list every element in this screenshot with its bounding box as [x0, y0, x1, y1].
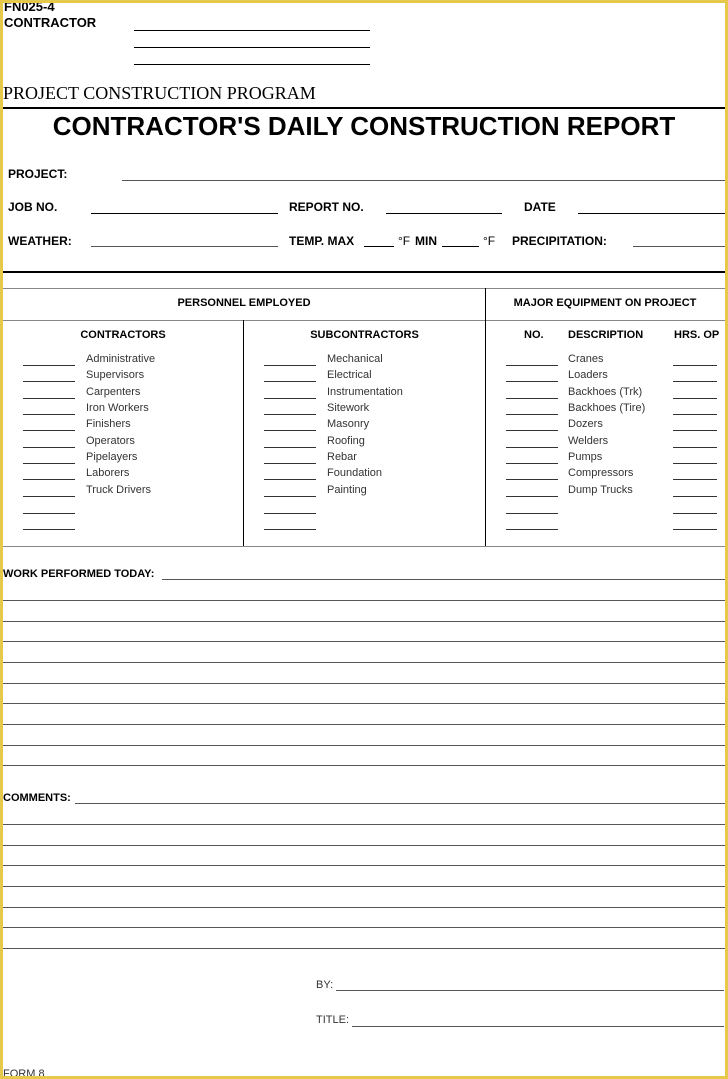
equipment-item: Dozers: [568, 418, 603, 430]
by-label: BY:: [316, 979, 334, 991]
fields-bottom-rule: [3, 271, 725, 273]
precipitation-label: PRECIPITATION:: [512, 234, 607, 248]
equipment-heading: MAJOR EQUIPMENT ON PROJECT: [513, 297, 697, 309]
equipment-no-field[interactable]: [506, 529, 558, 530]
contractor-item: Iron Workers: [86, 402, 149, 414]
contractor-count-field[interactable]: [23, 513, 75, 514]
project-label: PROJECT:: [8, 167, 68, 181]
contractor-count-field[interactable]: [23, 479, 75, 480]
subcontractor-item: Instrumentation: [327, 386, 403, 398]
equipment-hrs-field[interactable]: [673, 365, 717, 366]
contractor-count-field[interactable]: [23, 496, 75, 497]
program-heading: PROJECT CONSTRUCTION PROGRAM: [3, 83, 316, 103]
table-header-rule: [3, 320, 725, 321]
subcontractor-count-field[interactable]: [264, 479, 316, 480]
subcontractor-count-field[interactable]: [264, 447, 316, 448]
subcontractors-heading: SUBCONTRACTORS: [310, 329, 419, 341]
subcontractor-item: Mechanical: [327, 353, 383, 365]
subcontractor-count-field[interactable]: [264, 513, 316, 514]
comment-line[interactable]: [3, 845, 725, 846]
equipment-hrs-field[interactable]: [673, 496, 717, 497]
equipment-no-field[interactable]: [506, 430, 558, 431]
equipment-no-field[interactable]: [506, 398, 558, 399]
personnel-heading: PERSONNEL EMPLOYED: [177, 297, 311, 309]
equip-hrs-heading: HRS. OP: [674, 329, 720, 341]
equipment-hrs-field[interactable]: [673, 513, 717, 514]
contractor-count-field[interactable]: [23, 447, 75, 448]
title-top-rule: [3, 107, 725, 109]
subcontractor-item: Masonry: [327, 418, 370, 430]
table-top-rule: [3, 288, 725, 289]
subcontractor-count-field[interactable]: [264, 430, 316, 431]
contractor-count-field[interactable]: [23, 430, 75, 431]
equipment-divider: [485, 288, 486, 546]
equipment-item: Loaders: [568, 369, 608, 381]
equipment-hrs-field[interactable]: [673, 381, 717, 382]
contractor-line-1[interactable]: [134, 30, 370, 31]
date-label: DATE: [524, 200, 556, 214]
contractor-count-field[interactable]: [23, 529, 75, 530]
contractor-item: Carpenters: [86, 386, 141, 398]
contractor-item: Administrative: [86, 353, 156, 365]
equipment-hrs-field[interactable]: [673, 463, 717, 464]
equipment-item: Compressors: [568, 467, 634, 479]
equipment-hrs-field[interactable]: [673, 414, 717, 415]
equipment-no-field[interactable]: [506, 365, 558, 366]
equipment-item: Backhoes (Tire): [568, 402, 646, 414]
contractor-item: Laborers: [86, 467, 130, 479]
work-performed-label: WORK PERFORMED TODAY:: [3, 568, 155, 580]
comment-line[interactable]: [3, 824, 725, 825]
comment-line[interactable]: [3, 927, 725, 928]
subcontractor-item: Foundation: [327, 467, 383, 479]
subcontractor-item: Roofing: [327, 435, 365, 447]
contractor-count-field[interactable]: [23, 381, 75, 382]
equipment-hrs-field[interactable]: [673, 529, 717, 530]
weather-label: WEATHER:: [8, 234, 72, 248]
report-no-label: REPORT NO.: [289, 200, 364, 214]
subcontractor-item: Rebar: [327, 451, 357, 463]
contractor-count-field[interactable]: [23, 414, 75, 415]
equipment-hrs-field[interactable]: [673, 479, 717, 480]
equipment-item: Cranes: [568, 353, 604, 365]
comment-line[interactable]: [3, 865, 725, 866]
work-line[interactable]: [3, 765, 725, 766]
weather-field[interactable]: [91, 246, 278, 247]
by-field[interactable]: [336, 990, 724, 991]
sub-divider: [243, 320, 244, 546]
equipment-hrs-field[interactable]: [673, 398, 717, 399]
date-field[interactable]: [578, 213, 725, 214]
equip-description-heading: DESCRIPTION: [568, 329, 644, 341]
subcontractor-item: Sitework: [327, 402, 370, 414]
job-no-field[interactable]: [91, 213, 278, 214]
form-number: FORM 8: [3, 1068, 45, 1079]
contractor-count-field[interactable]: [23, 398, 75, 399]
work-line[interactable]: [162, 579, 725, 580]
comment-line[interactable]: [75, 803, 725, 804]
equip-no-heading: NO.: [524, 329, 544, 341]
table-bottom-rule: [3, 546, 725, 547]
subcontractor-count-field[interactable]: [264, 365, 316, 366]
report-no-field[interactable]: [386, 213, 502, 214]
work-line[interactable]: [3, 600, 725, 601]
temp-min-field[interactable]: [442, 246, 479, 247]
equipment-no-field[interactable]: [506, 463, 558, 464]
work-line[interactable]: [3, 641, 725, 642]
subcontractor-count-field[interactable]: [264, 496, 316, 497]
equipment-no-field[interactable]: [506, 414, 558, 415]
job-no-label: JOB NO.: [8, 200, 58, 214]
comment-line[interactable]: [3, 907, 725, 908]
subcontractor-item: Electrical: [327, 369, 372, 381]
work-line[interactable]: [3, 683, 725, 684]
comments-label: COMMENTS:: [3, 792, 71, 804]
equipment-no-field[interactable]: [506, 496, 558, 497]
contractor-item: Supervisors: [86, 369, 145, 381]
contractor-count-field[interactable]: [23, 365, 75, 366]
contractor-item: Operators: [86, 435, 135, 447]
equipment-hrs-field[interactable]: [673, 430, 717, 431]
deg-f-label-1: °F: [398, 234, 411, 248]
contractor-line-2[interactable]: [134, 47, 370, 48]
equipment-item: Backhoes (Trk): [568, 386, 643, 398]
temp-min-label: MIN: [415, 234, 437, 248]
work-line[interactable]: [3, 745, 725, 746]
comment-line[interactable]: [3, 948, 725, 949]
contractor-count-field[interactable]: [23, 463, 75, 464]
form-code: FN025-4: [4, 0, 55, 14]
equipment-item: Pumps: [568, 451, 603, 463]
equipment-no-field[interactable]: [506, 513, 558, 514]
work-line[interactable]: [3, 724, 725, 725]
project-field[interactable]: [122, 180, 725, 181]
subcontractor-count-field[interactable]: [264, 381, 316, 382]
work-line[interactable]: [3, 703, 725, 704]
subcontractor-item: Painting: [327, 484, 367, 496]
comment-line[interactable]: [3, 886, 725, 887]
title-field[interactable]: [352, 1026, 724, 1027]
temp-max-label: TEMP. MAX: [289, 234, 355, 248]
equipment-item: Welders: [568, 435, 609, 447]
contractor-item: Pipelayers: [86, 451, 138, 463]
contractor-label: CONTRACTOR: [4, 15, 97, 30]
contractor-line-3[interactable]: [134, 64, 370, 65]
subcontractor-count-field[interactable]: [264, 463, 316, 464]
subcontractor-count-field[interactable]: [264, 414, 316, 415]
contractor-item: Finishers: [86, 418, 131, 430]
equipment-no-field[interactable]: [506, 447, 558, 448]
report-title: CONTRACTOR'S DAILY CONSTRUCTION REPORT: [52, 111, 676, 141]
equipment-no-field[interactable]: [506, 381, 558, 382]
equipment-hrs-field[interactable]: [673, 447, 717, 448]
contractors-heading: CONTRACTORS: [80, 329, 166, 341]
subcontractor-count-field[interactable]: [264, 398, 316, 399]
temp-max-field[interactable]: [364, 246, 394, 247]
deg-f-label-2: °F: [483, 234, 496, 248]
subcontractor-count-field[interactable]: [264, 529, 316, 530]
work-line[interactable]: [3, 621, 725, 622]
title-label: TITLE:: [316, 1014, 350, 1026]
contractor-item: Truck Drivers: [86, 484, 151, 496]
precipitation-field[interactable]: [633, 246, 725, 247]
equipment-item: Dump Trucks: [568, 484, 633, 496]
work-line[interactable]: [3, 662, 725, 663]
equipment-no-field[interactable]: [506, 479, 558, 480]
